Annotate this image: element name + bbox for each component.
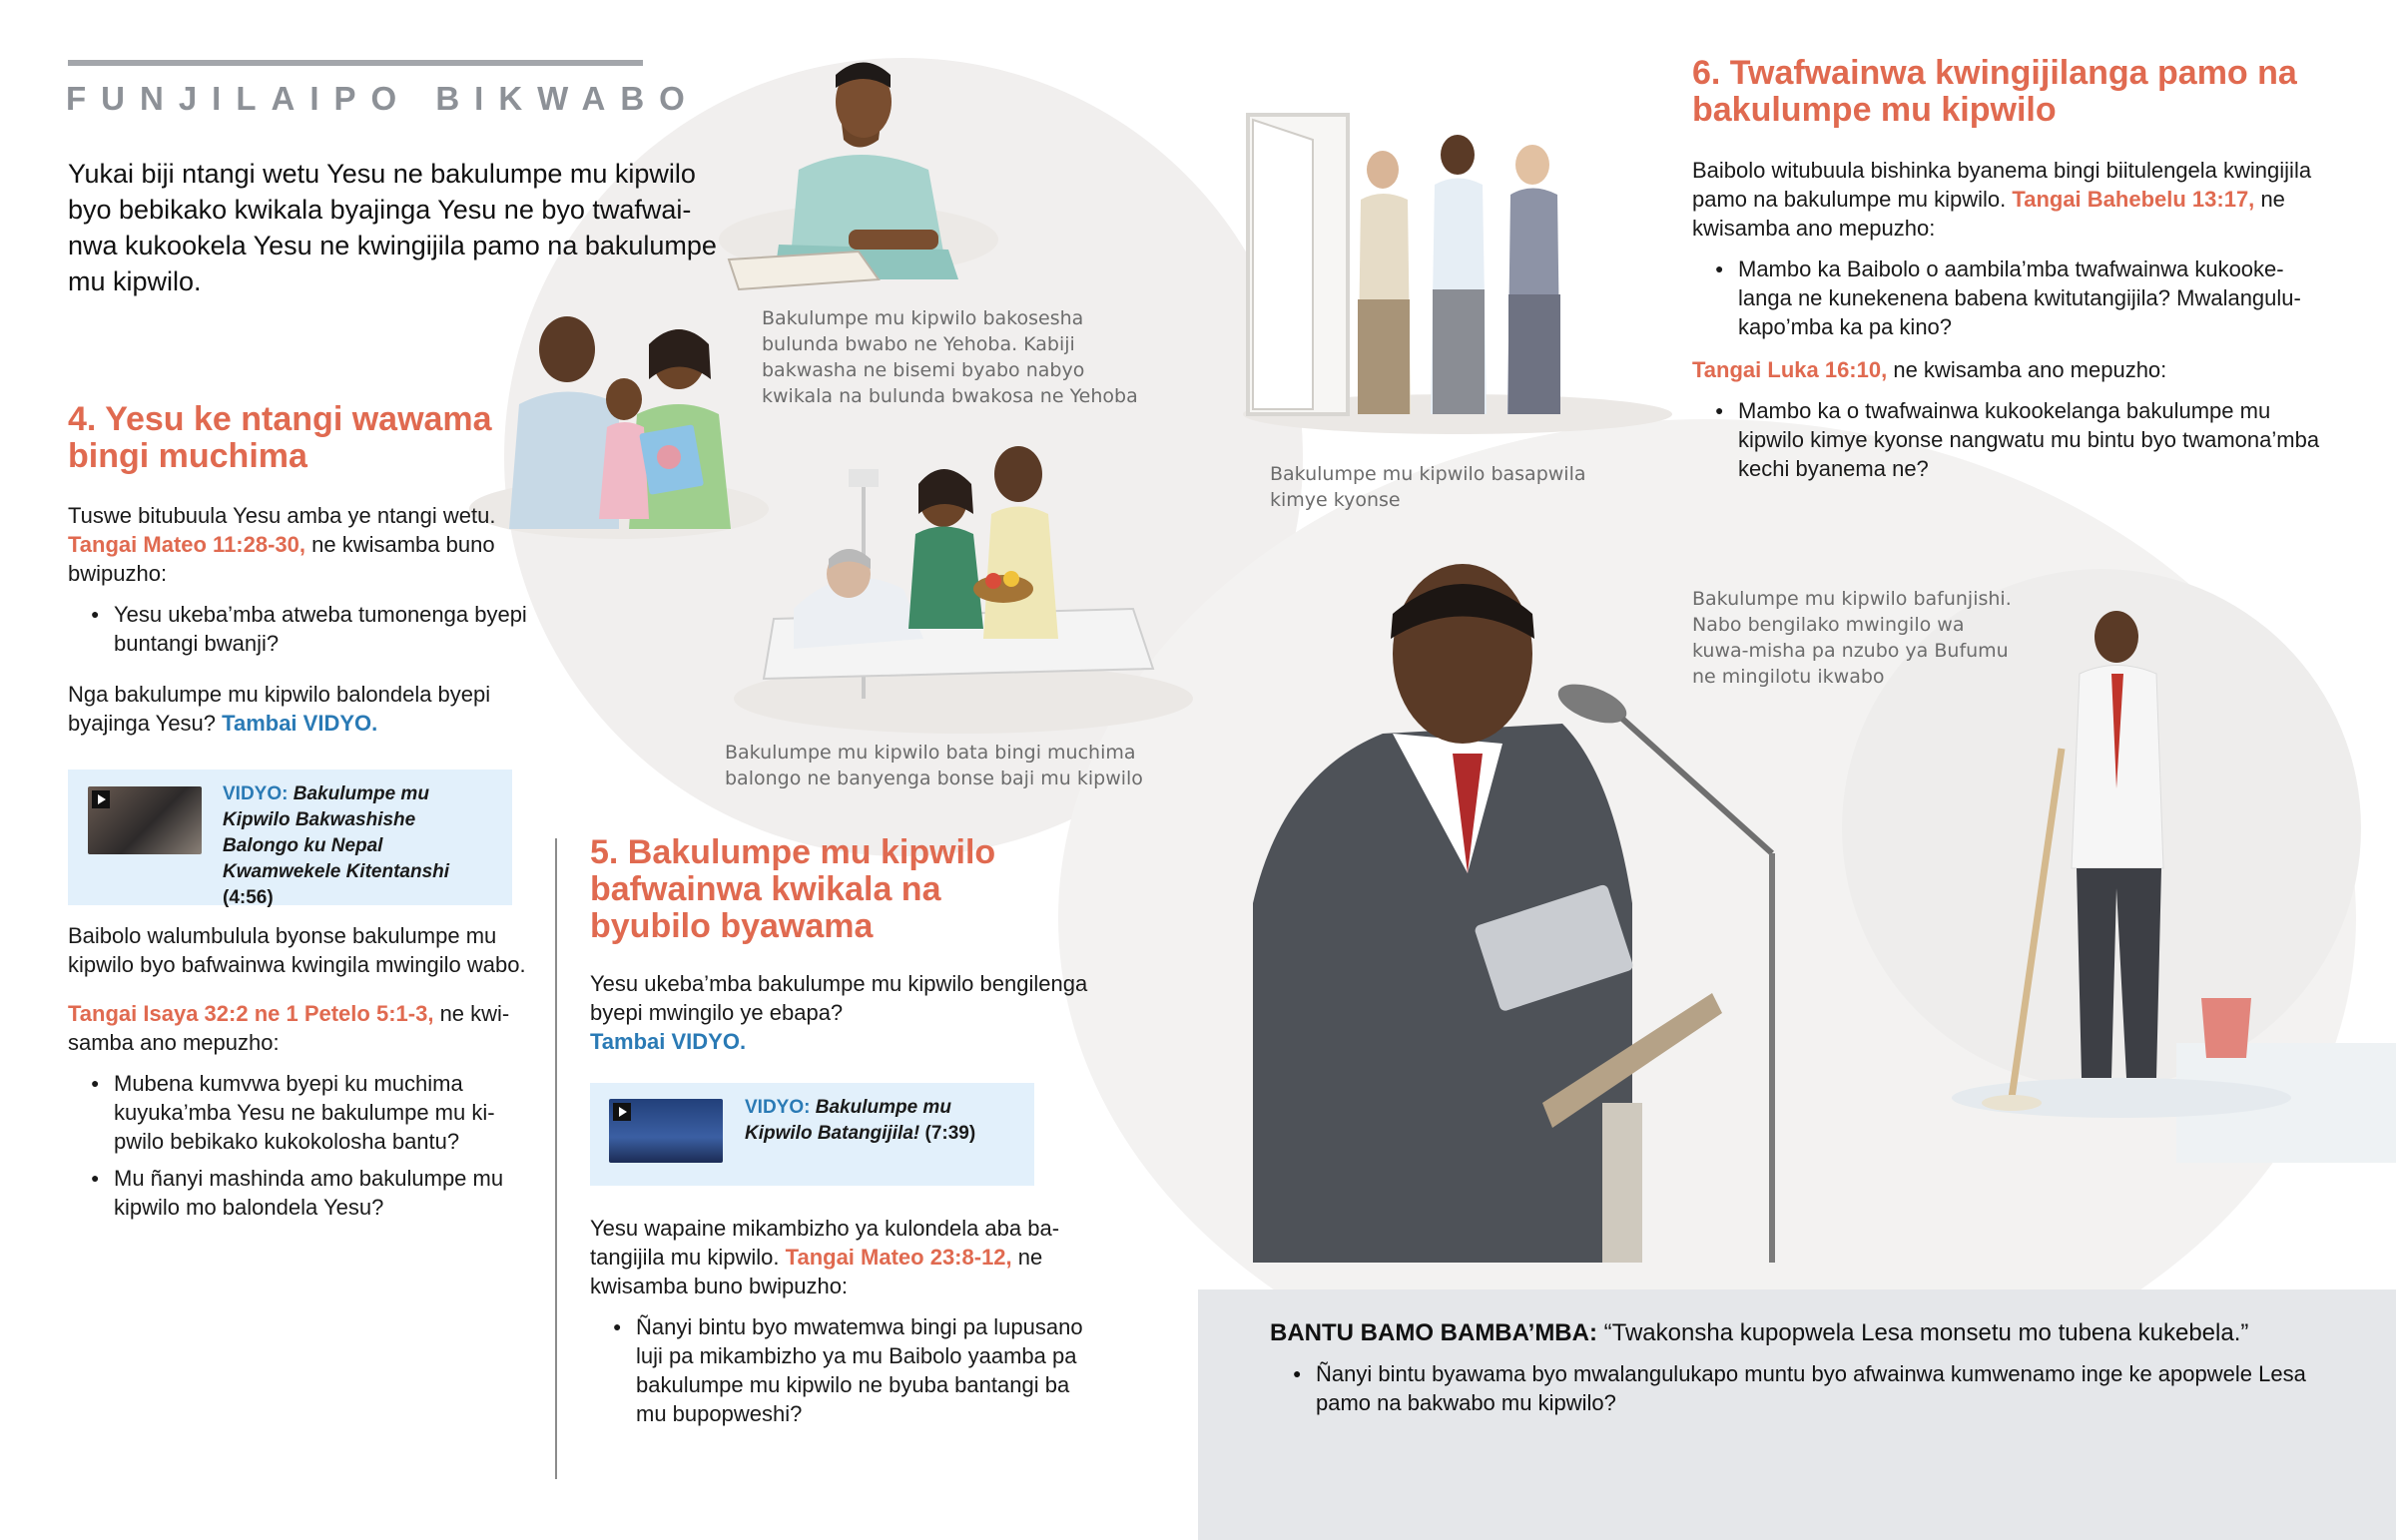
question-item: ● Mambo ka Baibolo o aambila’mba twafwainwa kukooke-langa ne kunekenena babena kwitutangijila? Mwalangulu-kapo’mba ka pa kino?: [1738, 255, 2331, 341]
scripture-link[interactable]: Tangai Isaya 32:2 ne 1 Petelo 5:1-3,: [68, 1001, 434, 1026]
watch-video-link[interactable]: Tambai VIDYO.: [590, 1029, 747, 1054]
section-6-questions-1: [1692, 255, 2331, 341]
illustration-man-studying: [719, 30, 1018, 299]
scripture-link[interactable]: Tangai Luka 16:10,: [1692, 357, 1888, 382]
section-4-content: [68, 501, 527, 738]
intro-paragraph: Yukai biji ntangi wetu Yesu ne bakulumpe mu kipwilo byo bebikako kwikala byajinga Yesu ne byo twafwai-nwa kukookela Yesu ne kwingijila pamo na bakulumpe mu kipwilo.: [68, 159, 717, 296]
video-card-1[interactable]: VIDYO: Bakulumpe mu Kipwilo Bakwashishe Balongo ku Nepal Kwamwekele Kitentanshi (4:56): [68, 770, 512, 905]
section-4-title: 4. Yesu ke ntangi wawama bingi muchima: [68, 400, 492, 475]
section-5-content: Yesu ukeba’mba bakulumpe mu kipwilo bengilenga byepi mwingilo ye ebapa? Tambai VIDYO.: [590, 971, 1088, 1054]
section-4-questions-1: [68, 600, 527, 658]
section-6-title: 6. Twafwainwa kwingijilanga pamo na bakulumpe mu kipwilo: [1692, 54, 2297, 129]
question-item: ● Yesu ukeba’mba atweba tumonenga byepi buntangi bwanji?: [114, 600, 527, 658]
caption-studying: Bakulumpe mu kipwilo bakosesha bulunda bwabo ne Yehoba. Kabiji bakwasha ne bisemi byabo nabyo kwikala na bulunda bwakosa ne Yehoba: [762, 307, 1138, 407]
section-4-paragraph-3: Baibolo walumbulula byonse bakulumpe mu kipwilo byo bafwainwa kwingila mwingilo wabo.: [68, 923, 526, 977]
scripture-link[interactable]: Tangai Mateo 11:28-30,: [68, 532, 306, 557]
scripture-link[interactable]: Tangai Bahebelu 13:17,: [2012, 187, 2255, 212]
quote-questions: [1270, 1359, 2318, 1417]
section-6-paragraph-1: Baibolo witubuula bishinka byanema bingi biitulengela kwingijila pamo na bakulumpe mu kipwilo. Tangai Bahebelu 13:17, ne kwisamba ano mepuzho:: [1692, 158, 2312, 241]
section-5-questions: [590, 1312, 1099, 1428]
video-thumbnail[interactable]: [609, 1099, 723, 1163]
header-rule: [68, 60, 643, 66]
play-icon[interactable]: [92, 790, 110, 808]
watch-video-link[interactable]: Tambai VIDYO.: [222, 711, 378, 736]
caption-hospital: Bakulumpe mu kipwilo bata bingi muchima balongo ne banyenga bonse baji mu kipwilo: [725, 742, 1143, 789]
section-6-content: [1692, 156, 2331, 491]
quote-label: BANTU BAMO BAMBA’MBA:: [1270, 1319, 1597, 1346]
section-5-content-2: [590, 1214, 1099, 1436]
section-6-questions-2: [1692, 396, 2331, 483]
section-4-paragraph-1: Tuswe bitubuula Yesu amba ye ntangi wetu. Tangai Mateo 11:28-30, ne kwisamba buno bwipuzho:: [68, 503, 496, 586]
quote-text: “Twakonsha kupopwela Lesa monsetu mo tubena kukebela.”: [1603, 1319, 2249, 1346]
section-6-paragraph-2: Tangai Luka 16:10, ne kwisamba ano mepuzho:: [1692, 357, 2167, 382]
question-item: ● Ñanyi bintu byawama byo mwalangulukapo muntu byo afwainwa kumwenamo inge ke apopwele Lesa pamo na bakwabo mu kipwilo?: [1316, 1359, 2318, 1417]
section-4-content-2: [68, 921, 527, 1230]
video-thumbnail[interactable]: [88, 786, 202, 854]
question-item: ● Mu ñanyi mashinda amo bakulumpe mu kipwilo mo balondela Yesu?: [114, 1164, 527, 1222]
scripture-link[interactable]: Tangai Mateo 23:8-12,: [785, 1245, 1012, 1270]
quote-statement: [1270, 1317, 2318, 1349]
section-5-title: 5. Bakulumpe mu kipwilo bafwainwa kwikala na byubilo byawama: [590, 833, 996, 945]
illustration-door-ministry: [1243, 110, 1672, 439]
question-item: ● Mambo ka o twafwainwa kukookelanga bakulumpe mu kipwilo kimye kyonse nangwatu mu bintu byo twamona’mba kechi byanema ne?: [1738, 396, 2331, 483]
question-item: ● Ñanyi bintu byo mwatemwa bingi pa lupusano luji pa mikambizho ya mu Baibolo yaamba pa bakulumpe mu kipwilo ne byuba bantangi ba mu bupopweshi?: [636, 1312, 1099, 1428]
caption-preaching: Bakulumpe mu kipwilo basapwila kimye kyonse: [1270, 463, 1586, 511]
caption-teaching: Bakulumpe mu kipwilo bafunjishi. Nabo bengilako mwingilo wa kuwa-misha pa nzubo ya Bufumu ne mingilotu ikwabo: [1692, 588, 2012, 688]
quote-block: [1270, 1317, 2318, 1425]
section-4-paragraph-4: Tangai Isaya 32:2 ne 1 Petelo 5:1-3, ne kwi-samba ano mepuzho:: [68, 1001, 510, 1055]
illustration-hospital-visit: [734, 439, 1193, 739]
column-divider: [555, 838, 557, 1479]
section-5-paragraph-2: Yesu wapaine mikambizho ya kulondela aba ba-tangijila mu kipwilo. Tangai Mateo 23:8-12, ne kwisamba buno bwipuzho:: [590, 1216, 1060, 1298]
section-4-questions-2: [68, 1069, 527, 1222]
video-card-2[interactable]: VIDYO: Bakulumpe mu Kipwilo Batangijila! (7:39): [590, 1083, 1034, 1186]
section-4-paragraph-2: Nga bakulumpe mu kipwilo balondela byepi byajinga Yesu? Tambai VIDYO.: [68, 682, 491, 736]
page-title: FUNJILAIPO BIKWABO: [66, 80, 700, 117]
question-item: ● Mubena kumvwa byepi ku muchima kuyuka’mba Yesu ne bakulumpe mu ki-pwilo bebikako kukokolosha bantu?: [114, 1069, 527, 1156]
play-icon[interactable]: [613, 1103, 631, 1121]
